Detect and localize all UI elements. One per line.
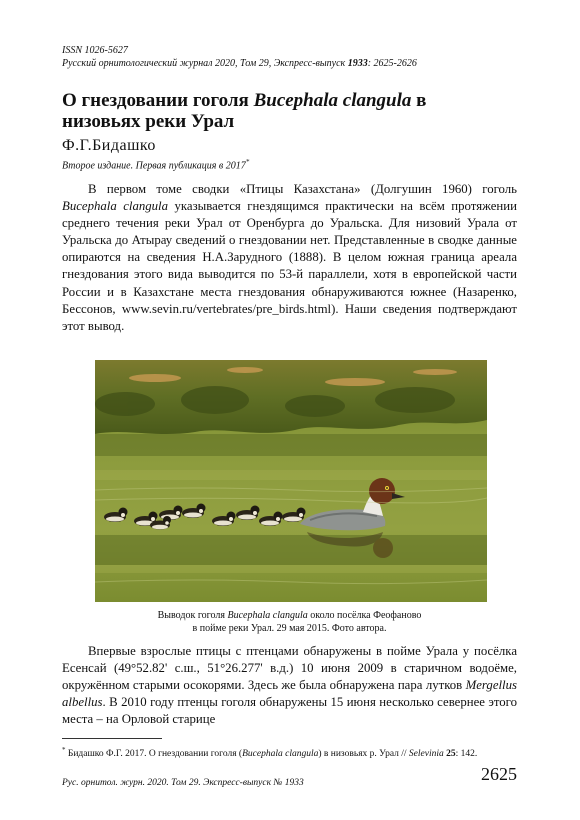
para1-species: Bucephala clangula bbox=[62, 199, 168, 214]
footnote-pages: : 142. bbox=[455, 749, 478, 760]
author: Ф.Г.Бидашко bbox=[62, 137, 156, 154]
photo-caption bbox=[62, 609, 517, 635]
article-title bbox=[62, 90, 502, 132]
footnote-text-middle: ) в низовьях р. Урал // bbox=[318, 749, 409, 760]
paragraph-findings bbox=[62, 643, 517, 728]
caption-line-1 bbox=[62, 609, 517, 622]
para1-text-before: В первом томе сводки «Птицы Казахстана» (Долгушин 1960) гоголь bbox=[88, 182, 517, 196]
footnote-mark: * bbox=[245, 158, 250, 166]
journal-issue: 1933 bbox=[347, 58, 368, 69]
issn: ISSN 1026-5627 bbox=[62, 45, 128, 56]
journal-header bbox=[62, 58, 417, 70]
caption-text-end: около посёлка Феофаново bbox=[307, 610, 422, 621]
title-text: О гнездовании гоголя bbox=[62, 90, 254, 111]
journal-prefix: Русский орнитологический журнал 2020, Том 29, Экспресс-выпуск bbox=[62, 58, 348, 69]
caption-text: Выводок гоголя bbox=[157, 610, 228, 621]
footnote-divider bbox=[62, 738, 162, 739]
footnote-species: Bucephala clangula bbox=[242, 749, 319, 760]
title-text-end: в низовьях реки Урал bbox=[62, 90, 427, 132]
journal-pages: : 2625-2626 bbox=[367, 58, 417, 69]
footnote bbox=[62, 744, 517, 760]
footnote-journal: Selevinia bbox=[408, 749, 444, 760]
para2-text-before: Впервые взрослые птицы с птенцами обнаружены в пойме Урала у посёлка Есенсай (49°52.82' с.ш., 51°26.277' в.д.) 10 июня 2009 в старичном водоёме, окружённом старыми осокорями. Здесь же была обнаружена пара лутков bbox=[62, 644, 517, 693]
footnote-volume: 25 bbox=[443, 749, 456, 760]
para1-text-after: указывается гнездящимся практически на всём протяжении среднего течения реки Урал от Оренбурга до Уральска. Для низовий Урала от Уральска до Атырау сведений о гнездовании нет. Представленные в сводке данные опираются на сведения Н.А.Зарудного (1888). В целом южная граница ареала гнездования этого вида выводится по 53-й параллели, хотя в европейской части России и в Казахстане места гнездования обнаруживаются южнее (Назаренко, Бессонов, www.sevin.ru/vertebrates/pre_birds.html). Наши сведения подтверждают этот вывод. bbox=[62, 199, 517, 333]
caption-species: Bucephala clangula bbox=[227, 610, 308, 621]
goldeneye-brood-photo bbox=[95, 360, 487, 602]
para2-species: Mergellus albellus bbox=[62, 678, 517, 710]
page-number: 2625 bbox=[481, 764, 517, 784]
footnote-text: Бидашко Ф.Г. 2017. О гнездовании гоголя ( bbox=[65, 749, 243, 760]
title-species: Bucephala clangula bbox=[253, 90, 412, 111]
edition-text: Второе издание. Первая публикация в 2017 bbox=[62, 160, 246, 172]
paragraph-intro bbox=[62, 181, 517, 335]
footer-citation: Рус. орнитол. журн. 2020. Том 29. Экспресс-выпуск № 1933 bbox=[62, 778, 304, 788]
para2-text-after: . В 2010 году птенцы гоголя обнаружены 15 июня несколько севернее этого места – на Орловой старице bbox=[62, 695, 517, 727]
caption-line-2: в пойме реки Урал. 29 мая 2015. Фото автора. bbox=[192, 623, 387, 634]
footnote-mark: * bbox=[62, 746, 66, 754]
edition-note bbox=[62, 158, 249, 171]
